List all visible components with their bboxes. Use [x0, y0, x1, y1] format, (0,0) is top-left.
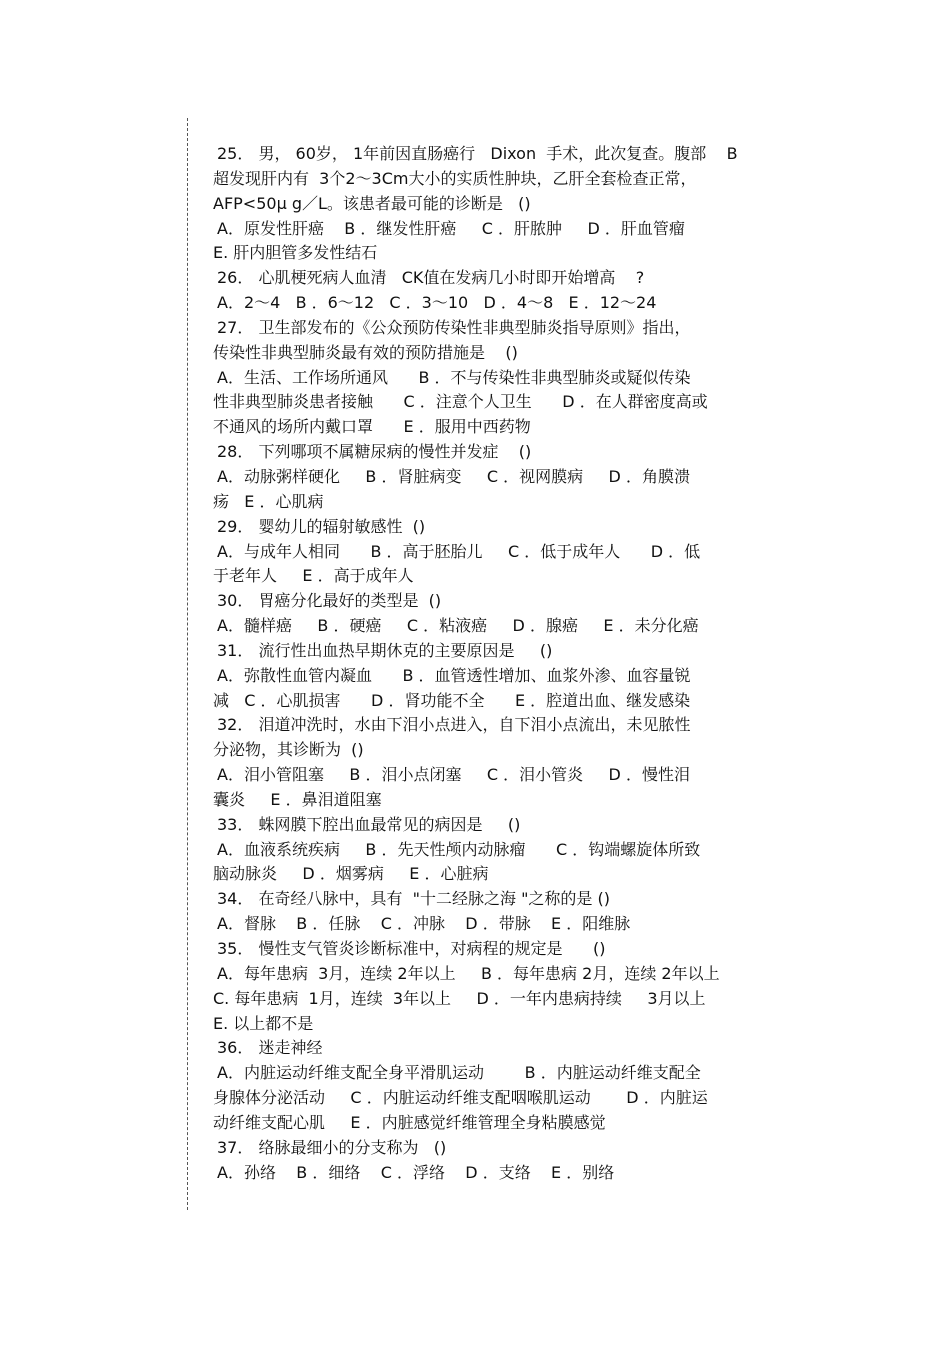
text-line: 囊炎 E ．鼻泪道阻塞: [213, 789, 382, 809]
text-line: 26． 心肌梗死病人血清 CK值在发病几小时即开始增高 ?: [217, 268, 645, 288]
text-line: 超发现肝内有 3个2～3Cm大小的实质性肿块，乙肝全套检查正常，: [213, 168, 697, 188]
text-line: A．每年患病 3月，连续 2年以上 B ．每年患病 2月，连续 2年以上: [217, 963, 720, 983]
text-line: A．髓样癌 B ．硬癌 C ．粘液癌 D ．腺癌 E ．未分化癌: [217, 616, 699, 636]
text-line: 减 C ．心肌损害 D ．肾功能不全 E ．腔道出血、继发感染: [213, 690, 691, 710]
text-line: 32． 泪道冲洗时，水由下泪小点进入，自下泪小点流出，未见脓性: [217, 715, 691, 735]
text-line: 疡 E ．心肌病: [213, 491, 324, 511]
text-line: A．内脏运动纤维支配全身平滑肌运动 B ．内脏运动纤维支配全: [217, 1063, 701, 1083]
text-line: 动纤维支配心肌 E ．内脏感觉纤维管理全身粘膜感觉: [213, 1112, 606, 1132]
text-line: 31． 流行性出血热早期休克的主要原因是 (): [217, 640, 553, 660]
text-line: 身腺体分泌活动 C ．内脏运动纤维支配咽喉肌运动 D ．内脏运: [213, 1088, 708, 1108]
binding-margin-line: [187, 118, 188, 1210]
text-line: 35． 慢性支气管炎诊断标准中，对病程的规定是 (): [217, 939, 606, 958]
text-line: 脑动脉炎 D ．烟雾病 E ．心脏病: [213, 864, 489, 884]
text-line: 不通风的场所内戴口罩 E ．服用中西药物: [213, 417, 531, 437]
text-line: E. 以上都不是: [213, 1013, 314, 1033]
text-line: 36． 迷走神经: [217, 1038, 323, 1058]
text-line: 37． 络脉最细小的分支称为 (): [217, 1137, 447, 1157]
text-line: 性非典型肺炎患者接触 C ．注意个人卫生 D ．在人群密度高或: [213, 392, 708, 412]
text-line: A．血液系统疾病 B ．先天性颅内动脉瘤 C ．钩端螺旋体所致: [217, 839, 701, 859]
text-line: A．动脉粥样硬化 B ．肾脏病变 C ．视网膜病 D ．角膜溃: [217, 466, 690, 486]
text-line: A．2～4 B ．6～12 C ．3～10 D ．4～8 E ．12～24: [217, 293, 657, 313]
text-line: 25． 男， 60岁， 1年前因直肠癌行 Dixon 手术，此次复查。腹部 B: [217, 144, 738, 163]
text-line: C. 每年患病 1月，连续 3年以上 D ．一年内患病持续 3月以上: [213, 988, 706, 1008]
text-line: 33． 蛛网膜下腔出血最常见的病因是 (): [217, 814, 521, 834]
text-line: A．督脉 B ．任脉 C ．冲脉 D ．带脉 E ．阳维脉: [217, 914, 631, 934]
text-line: E. 肝内胆管多发性结石: [213, 243, 378, 263]
text-line: 于老年人 E ．高于成年人: [213, 566, 414, 586]
text-line: A．与成年人相同 B ．高于胚胎儿 C ．低于成年人 D ．低: [217, 541, 701, 561]
text-line: A．孙络 B ．细络 C ．浮络 D ．支络 E ．别络: [217, 1162, 615, 1182]
text-line: A．泪小管阻塞 B ．泪小点闭塞 C ．泪小管炎 D ．慢性泪: [217, 765, 690, 785]
text-line: 传染性非典型肺炎最有效的预防措施是 (): [213, 342, 518, 362]
text-line: 34． 在奇经八脉中，具有 "十二经脉之海 "之称的是 (): [217, 889, 610, 909]
text-line: A．弥散性血管内凝血 B ．血管透性增加、血浆外渗、血容量锐: [217, 665, 691, 685]
text-line: A．生活、工作场所通风 B ．不与传染性非典型肺炎或疑似传染: [217, 367, 691, 387]
text-line: 29． 婴幼儿的辐射敏感性 (): [217, 516, 426, 536]
text-line: 28． 下列哪项不属糖尿病的慢性并发症 (): [217, 442, 532, 462]
text-line: AFP<50µ g／L。该患者最可能的诊断是 (): [213, 193, 531, 213]
document-text: [213, 142, 788, 1185]
text-line: 30． 胃癌分化最好的类型是 (): [217, 591, 442, 611]
text-line: 27． 卫生部发布的《公众预防传染性非典型肺炎指导原则》指出，: [217, 317, 691, 337]
text-line: 分泌物，其诊断为 (): [213, 740, 364, 760]
text-line: A．原发性肝癌 B ．继发性肝癌 C ．肝脓肿 D ．肝血管瘤: [217, 218, 685, 238]
